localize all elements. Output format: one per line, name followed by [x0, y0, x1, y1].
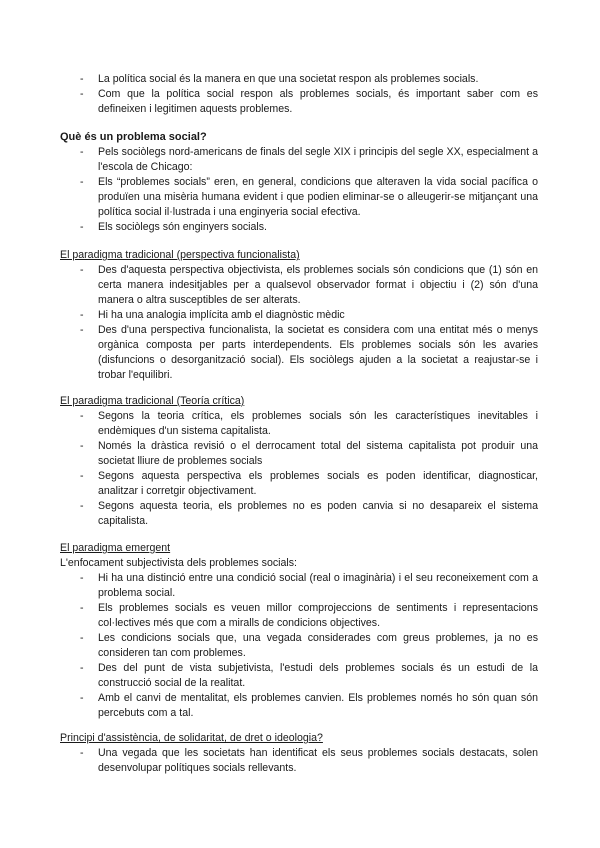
bullet-dash: - — [80, 632, 84, 644]
section-heading: El paradigma emergent — [60, 542, 171, 554]
list-item: - La política social és la manera en que una societat respon als problemes socials. — [80, 73, 479, 85]
list-item: - Les condicions socials que, una vegada considerades com greus problemes, ja no es consideren tan com problemes. — [80, 632, 538, 659]
list-item: - Segons aquesta teoria, els problemes no es poden canvia si no desapareix el sistema capitalista. — [80, 500, 538, 527]
section-list — [60, 409, 538, 529]
bullet-dash: - — [80, 470, 84, 482]
section-principle — [60, 731, 538, 776]
bullet-dash: - — [80, 264, 84, 276]
list-item: - Només la dràstica revisió o el derrocament total del sistema capitalista pot produir una societat lliure de problemes socials — [80, 440, 538, 467]
list-item: - Des d'aquesta perspectiva objectivista, els problemes socials són condicions que (1) són en certa manera indesitjables per a qualsevol observador format i objectiu i (2) són d'una manera o altra susceptibles de ser alterats. — [80, 264, 538, 306]
section-heading: Principi d'assistència, de solidaritat, de dret o ideologia? — [60, 732, 323, 744]
list-item: - Els problemes socials es veuen millor comprojeccions de sentiments i representacions col·lectives més que com a miralls de condicions objectives. — [80, 602, 538, 629]
intro-block — [60, 72, 538, 117]
section-list — [60, 263, 538, 383]
section-lead: L'enfocament subjectivista dels problemes socials: — [60, 557, 297, 569]
bullet-dash: - — [80, 146, 84, 158]
list-item: - Des del punt de vista subjetivista, l'estudi dels problemes socials és un estudi de la construcció social de la realitat. — [80, 662, 538, 689]
bullet-dash: - — [80, 747, 84, 759]
list-item: - Segons aquesta perspectiva els problemes socials es poden identificar, diagnosticar, analitzar i corretgir objectivament. — [80, 470, 538, 497]
section-list — [60, 571, 538, 721]
list-item: - Segons la teoria crítica, els problemes socials són les característiques inevitables i endèmiques d'un sistema capitalista. — [80, 410, 538, 437]
list-item: - Una vegada que les societats han identificat els seus problemes socials destacats, solen desenvolupar polítiques socials rellevants. — [80, 747, 538, 774]
section-what-is-social-problem — [60, 129, 538, 235]
list-item: - Com que la política social respon als problemes socials, és important saber com es defineixen i legitimen aquests problemes. — [80, 88, 538, 115]
list-item: - Els sociòlegs són enginyers socials. — [80, 221, 267, 233]
section-heading: Què és un problema social? — [60, 131, 207, 143]
list-item: - Des d'una perspectiva funcionalista, la societat es considera com una entitat més o menys orgànica composta per parts interdependents. Els problemes socials són les avaries (disfuncions o desorganització social). Els sociòlegs ajuden a la societat a reajustar-se i trobar l'equilibri. — [80, 324, 538, 381]
list-item: - Amb el canvi de mentalitat, els problemes canvien. Els problemes només ho són quan són percebuts com a tal. — [80, 692, 538, 719]
section-list — [60, 145, 538, 235]
bullet-dash: - — [80, 88, 84, 100]
section-traditional-critical — [60, 394, 538, 529]
section-emergent-paradigm — [60, 541, 538, 721]
section-list — [60, 746, 538, 776]
bullet-dash: - — [80, 662, 84, 674]
bullet-dash: - — [80, 572, 84, 584]
bullet-dash: - — [80, 440, 84, 452]
intro-list — [60, 72, 538, 117]
bullet-dash: - — [80, 602, 84, 614]
bullet-dash: - — [80, 324, 84, 336]
list-item: - Els “problemes socials” eren, en general, condicions que alteraven la vida social pacífica o produïen una misèria humana evident i que podien eliminar-se o alleugerir-se mitjançant una política social il·lustrada i una enginyeria social efectiva. — [80, 176, 538, 218]
bullet-dash: - — [80, 410, 84, 422]
bullet-dash: - — [80, 309, 84, 321]
section-traditional-functionalist — [60, 248, 538, 383]
bullet-dash: - — [80, 221, 84, 233]
section-heading: El paradigma tradicional (perspectiva funcionalista) — [60, 249, 300, 261]
bullet-dash: - — [80, 176, 84, 188]
bullet-dash: - — [80, 500, 84, 512]
bullet-dash: - — [80, 692, 84, 704]
list-item: - Hi ha una distinció entre una condició social (real o imaginària) i el seu reconeixement com a problema social. — [80, 572, 538, 599]
bullet-dash: - — [80, 73, 84, 85]
section-heading: El paradigma tradicional (Teoría crítica) — [60, 395, 245, 407]
list-item: - Pels sociòlegs nord-americans de finals del segle XIX i principis del segle XX, especialment a l'escola de Chicago: — [80, 146, 538, 173]
list-item: - Hi ha una analogia implícita amb el diagnòstic mèdic — [80, 309, 345, 321]
